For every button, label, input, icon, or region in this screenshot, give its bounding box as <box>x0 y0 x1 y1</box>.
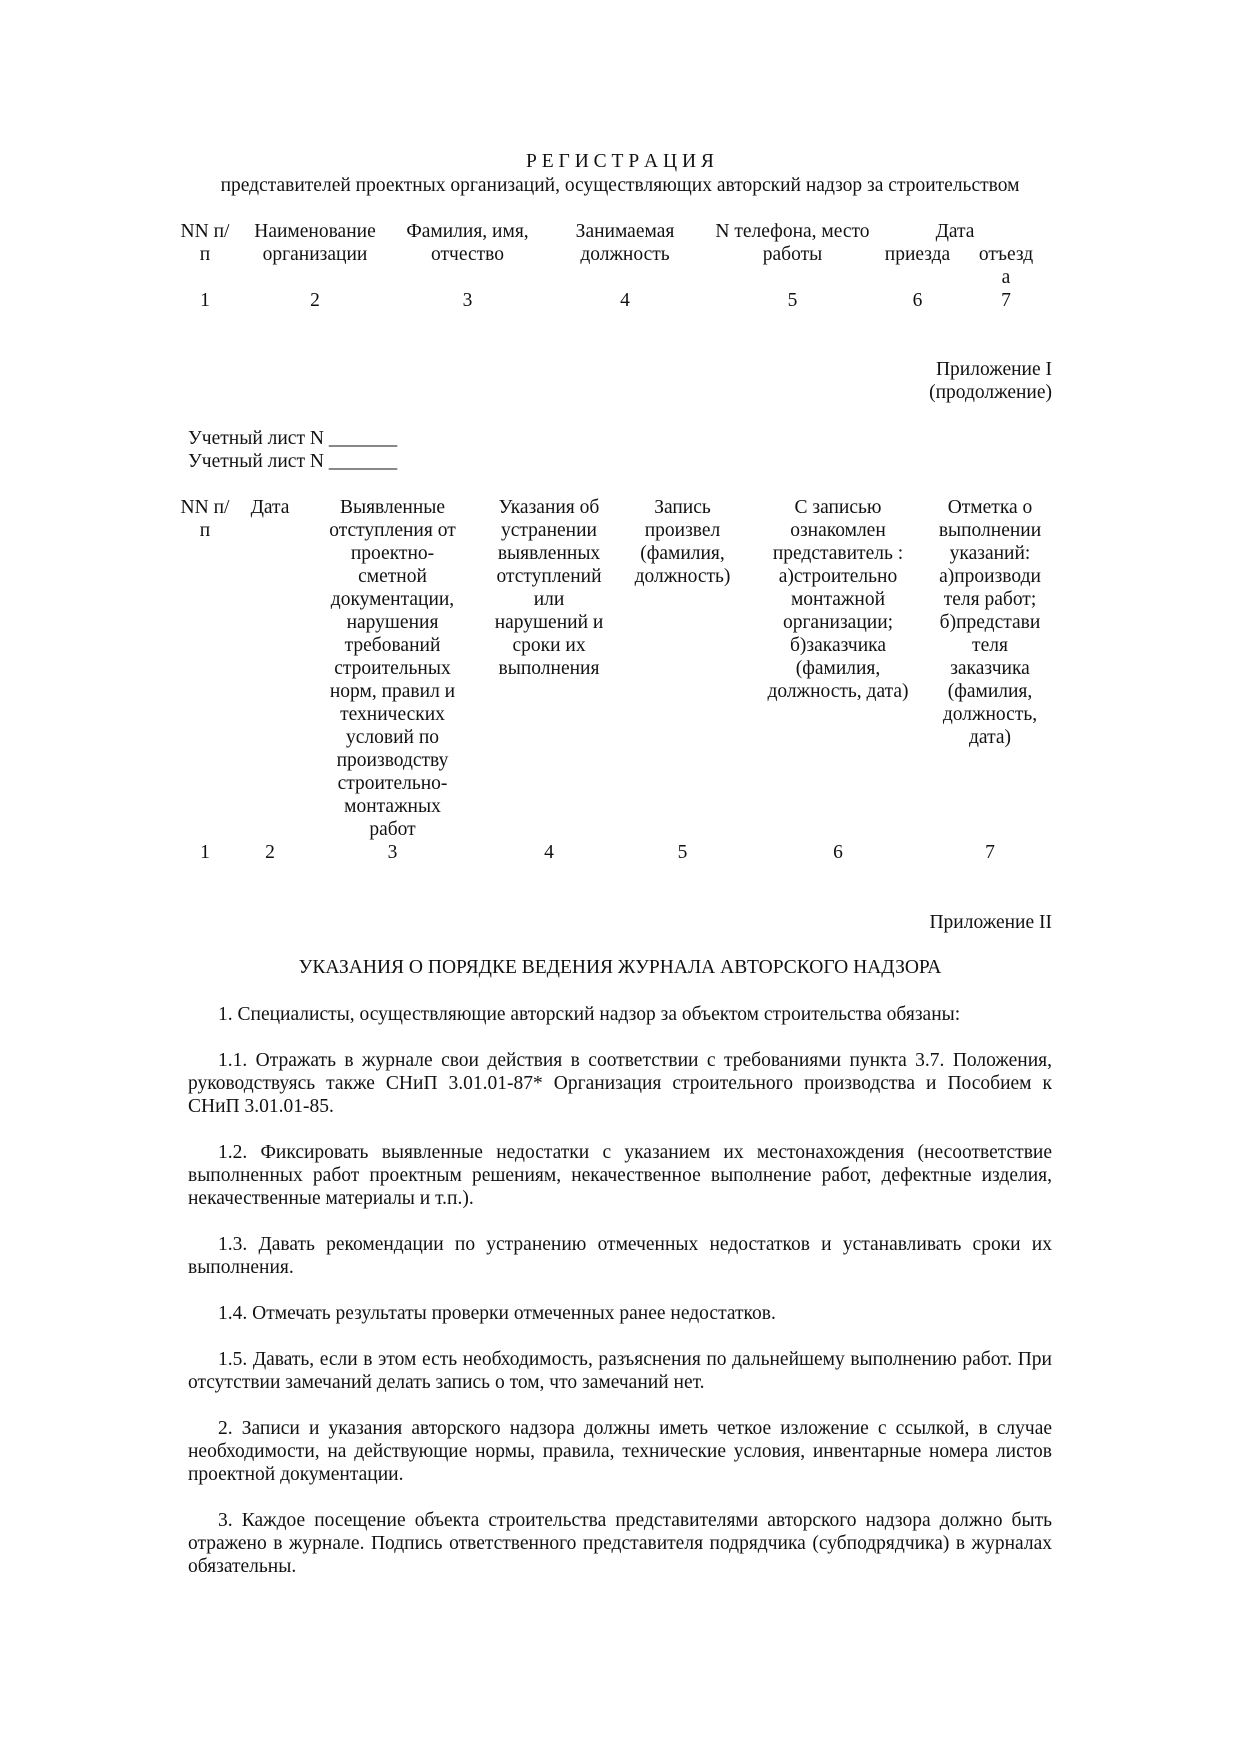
paragraph-1-5: 1.5. Давать, если в этом есть необходимость, разъяснения по дальнейшему выполнению работ. При отсутствии замечаний делать запись о том, что замечаний нет. <box>188 1349 1052 1393</box>
acc-col-header-6: С записью ознакомлен представитель : а)строительно монтажной организации; б)заказчика (фамилия, должность, дата) <box>767 497 909 702</box>
reg-col-number-2: 2 <box>310 290 320 311</box>
registration-title: Р Е Г И С Т Р А Ц И Я <box>526 151 714 172</box>
acc-col-header-1: NN п/п <box>180 497 230 541</box>
paragraph-1-2: 1.2. Фиксировать выявленные недостатки с указанием их местонахождения (несоответствие выполненных работ проектным решениям, некачественное выполнение работ, дефектные изделия, некачественные материалы и т.п.). <box>188 1142 1052 1209</box>
acc-col-number-5: 5 <box>677 842 688 863</box>
reg-col-header-arrival: приезда <box>884 244 951 265</box>
reg-col-header-4: Занимаемая должность <box>575 221 675 265</box>
acc-col-number-2: 2 <box>265 842 275 863</box>
acc-col-header-3: Выявленные отступления от проектно-сметной документации, нарушения требований строительных норм, правил и технических условий по производству строительно-монтажных работ <box>329 497 456 840</box>
paragraph-3: 3. Каждое посещение объекта строительства представителями авторского надзора должно быть отражено в журнале. Подпись ответственного представителя подрядчика (субподрядчика) в журналах обязательны. <box>188 1510 1052 1577</box>
paragraph-1-3: 1.3. Давать рекомендации по устранению отмеченных недостатков и устанавливать сроки их выполнения. <box>188 1234 1052 1278</box>
reg-col-number-7: 7 <box>1001 290 1011 311</box>
acc-col-number-7: 7 <box>985 842 995 863</box>
paragraph-1-1: 1.1. Отражать в журнале свои действия в соответствии с требованиями пункта 3.7. Положения, руководствуясь также СНиП 3.01.01-87* Организация строительного производства и Пособием к СНиП 3.01.01-85. <box>188 1050 1052 1117</box>
reg-col-number-4: 4 <box>620 290 630 311</box>
account-line-2: Учетный лист N _______ <box>188 451 398 472</box>
acc-col-header-7: Отметка о выполнении указаний: а)производи теля работ; б)представи теля заказчика (фамилия, должность, дата) <box>938 497 1042 748</box>
reg-col-number-6: 6 <box>912 290 923 311</box>
acc-col-header-2: Дата <box>250 497 290 518</box>
registration-subtitle: представителей проектных организаций, осуществляющих авторский надзор за строительством <box>220 175 1020 196</box>
acc-col-number-6: 6 <box>833 842 843 863</box>
acc-col-header-5: Запись произвел (фамилия, должность) <box>634 497 731 587</box>
reg-col-number-5: 5 <box>787 290 798 311</box>
reg-col-header-3: Фамилия, имя, отчество <box>406 221 529 265</box>
acc-col-number-1: 1 <box>200 842 210 863</box>
paragraph-2: 2. Записи и указания авторского надзора должны иметь четкое изложение с ссылкой, в случае необходимости, на действующие нормы, правила, технические условия, инвентарные номера листов проектной документации. <box>188 1418 1052 1485</box>
paragraph-1-4: 1.4. Отмечать результаты проверки отмеченных ранее недостатков. <box>218 1303 776 1324</box>
reg-col-number-1: 1 <box>200 290 210 311</box>
paragraph-1: 1. Специалисты, осуществляющие авторский надзор за объектом строительства обязаны: <box>218 1004 961 1025</box>
appendix1-continuation: (продолжение) <box>929 382 1052 403</box>
appendix2-label: Приложение II <box>929 912 1052 933</box>
account-line-1: Учетный лист N _______ <box>188 428 398 449</box>
acc-col-number-4: 4 <box>544 842 554 863</box>
acc-col-number-3: 3 <box>387 842 398 863</box>
reg-col-header-2: Наименование организации <box>254 221 376 265</box>
reg-col-header-5: N телефона, место работы <box>715 221 870 265</box>
acc-col-header-4: Указания об устранении выявленных отступлений или нарушений и сроки их выполнения <box>494 497 604 679</box>
reg-col-header-date: Дата <box>935 221 975 242</box>
reg-col-header-departure: отъезд а <box>978 244 1034 288</box>
appendix2-heading: УКАЗАНИЯ О ПОРЯДКЕ ВЕДЕНИЯ ЖУРНАЛА АВТОРСКОГО НАДЗОРА <box>298 957 942 978</box>
reg-col-number-3: 3 <box>462 290 473 311</box>
reg-col-header-1: NN п/п <box>180 221 230 265</box>
appendix1-label: Приложение I <box>935 359 1052 380</box>
